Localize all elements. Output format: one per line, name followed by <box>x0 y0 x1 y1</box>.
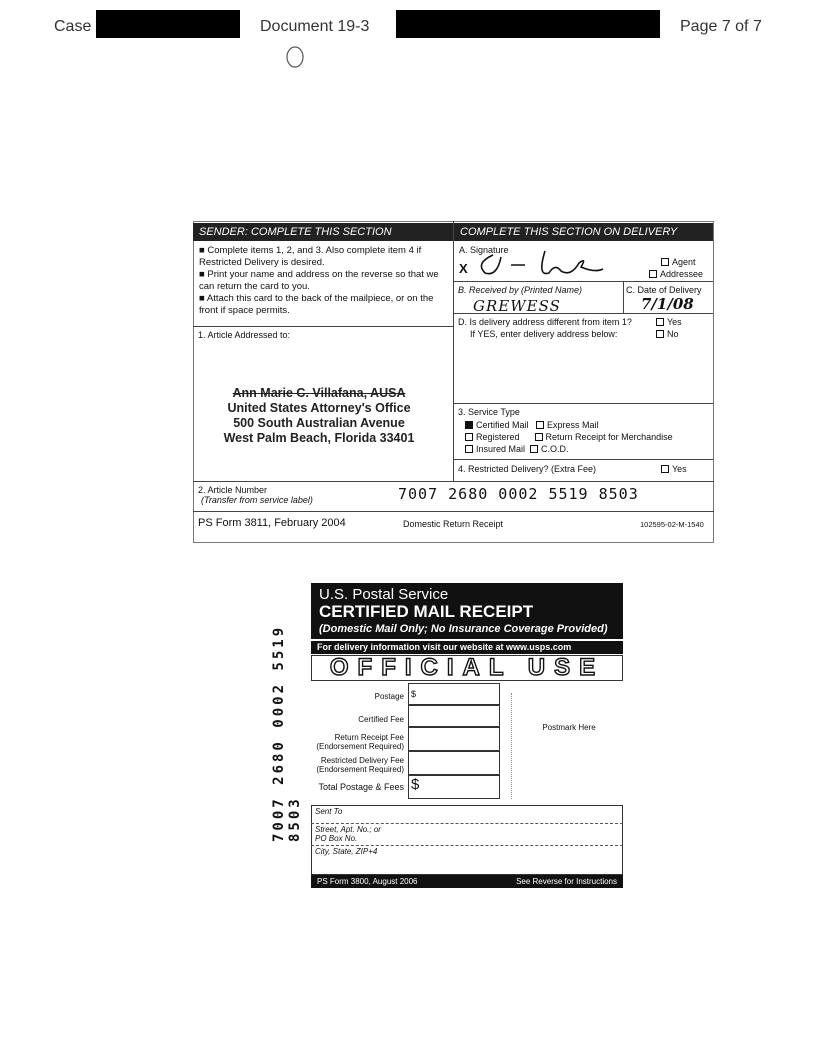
page-label: Page 7 of 7 <box>680 18 762 35</box>
x-mark: X <box>459 261 468 276</box>
express-mail-checkbox[interactable]: Express Mail <box>536 420 599 430</box>
addressee-option[interactable]: Addressee <box>649 269 703 279</box>
service-type-options <box>465 419 710 455</box>
sent-to-label[interactable]: Sent To <box>315 807 343 816</box>
certified-form-number: PS Form 3800, August 2006 <box>317 877 418 886</box>
certified-title: CERTIFIED MAIL RECEIPT <box>319 602 534 621</box>
certified-fee-label: Certified Fee <box>358 715 404 724</box>
postmark-area: Postmark Here <box>542 723 596 732</box>
domestic-return-receipt-label: Domestic Return Receipt <box>403 519 504 529</box>
redaction-bar <box>396 10 660 38</box>
postage-label: Postage <box>374 692 404 701</box>
handwritten-name: GREWESS <box>473 297 561 315</box>
total-label: Total Postage & Fees <box>318 782 404 792</box>
agent-option[interactable]: Agent <box>661 257 696 267</box>
form-number: PS Form 3811, February 2004 <box>198 517 346 529</box>
certified-footer <box>311 875 623 888</box>
document-label: Document 19-3 <box>260 18 370 35</box>
cod-checkbox[interactable]: C.O.D. <box>530 444 569 454</box>
article-addressed-label: 1. Article Addressed to: <box>198 330 291 340</box>
postage-field[interactable]: $ <box>408 683 500 705</box>
redaction-bar <box>96 10 240 38</box>
form-code: 102595-02-M-1540 <box>640 520 704 529</box>
article-number-sublabel: (Transfer from service label) <box>201 495 313 505</box>
restricted-delivery-yes[interactable]: Yes <box>661 464 687 474</box>
total-field[interactable]: $ <box>408 775 500 799</box>
certified-header <box>311 583 623 639</box>
restricted-fee-label: Restricted Delivery Fee (Endorsement Required) <box>316 756 404 774</box>
different-address-no[interactable]: No <box>656 329 679 339</box>
signature-scribble <box>475 243 605 279</box>
see-reverse-label: See Reverse for Instructions <box>516 877 617 886</box>
sender-section-title: SENDER: COMPLETE THIS SECTION <box>193 223 453 241</box>
delivery-address-instruction: If YES, enter delivery address below: <box>470 329 618 339</box>
side-tracking-number: 7007 2680 0002 5519 8503 <box>271 624 303 842</box>
article-number-label: 2. Article Number <box>198 485 268 495</box>
certified-mail-checkbox[interactable]: Certified Mail <box>465 420 529 430</box>
official-use-banner: OFFICIAL USE <box>311 655 623 681</box>
signature-label: A. Signature <box>459 245 509 255</box>
return-receipt-fee-label: Return Receipt Fee (Endorsement Required) <box>316 733 404 751</box>
restricted-fee-field[interactable] <box>408 751 500 775</box>
service-type-label: 3. Service Type <box>458 407 520 417</box>
case-label: Case <box>54 18 92 35</box>
insured-mail-checkbox[interactable]: Insured Mail <box>465 444 525 454</box>
addressee-block: Ann Marie C. Villafana, AUSA United States Attorney's Office 500 South Australian Avenue West Palm Beach, Florida 33401 <box>223 386 415 445</box>
delivery-info-link: For delivery information visit our website at www.usps.com <box>311 641 623 654</box>
hole-punch-mark <box>284 44 306 70</box>
return-receipt-card <box>193 193 714 543</box>
certified-mail-receipt <box>311 583 623 888</box>
street-label[interactable]: Street, Apt. No.; or PO Box No. <box>315 825 381 843</box>
article-number: 7007 2680 0002 5519 8503 <box>398 485 639 503</box>
registered-checkbox[interactable]: Registered <box>465 432 520 442</box>
handwritten-date: 7/1/08 <box>641 295 694 313</box>
restricted-delivery-label: 4. Restricted Delivery? (Extra Fee) <box>458 464 597 474</box>
certified-subtitle: (Domestic Mail Only; No Insurance Coverage Provided) <box>319 623 608 635</box>
delivery-section-title: COMPLETE THIS SECTION ON DELIVERY <box>454 223 713 241</box>
date-of-delivery-label: C. Date of Delivery <box>626 285 702 295</box>
merchandise-checkbox[interactable]: Return Receipt for Merchandise <box>535 432 673 442</box>
return-receipt-fee-field[interactable] <box>408 727 500 751</box>
different-address-question: D. Is delivery address different from item 1? <box>458 317 632 327</box>
received-by-label: B. Received by (Printed Name) <box>458 285 583 295</box>
different-address-yes[interactable]: Yes <box>656 317 682 327</box>
usps-label: U.S. Postal Service <box>319 586 449 603</box>
certified-fee-field[interactable] <box>408 705 500 727</box>
city-state-zip-label[interactable]: City, State, ZIP+4 <box>315 847 378 856</box>
sender-instructions: ■ Complete items 1, 2, and 3. Also complete item 4 if Restricted Delivery is desired. ■ Print your name and address on the reverse so that we can return the card to you. ■ Attach this card to the back of the mailpiece, or on the front if space permits. <box>199 245 439 316</box>
